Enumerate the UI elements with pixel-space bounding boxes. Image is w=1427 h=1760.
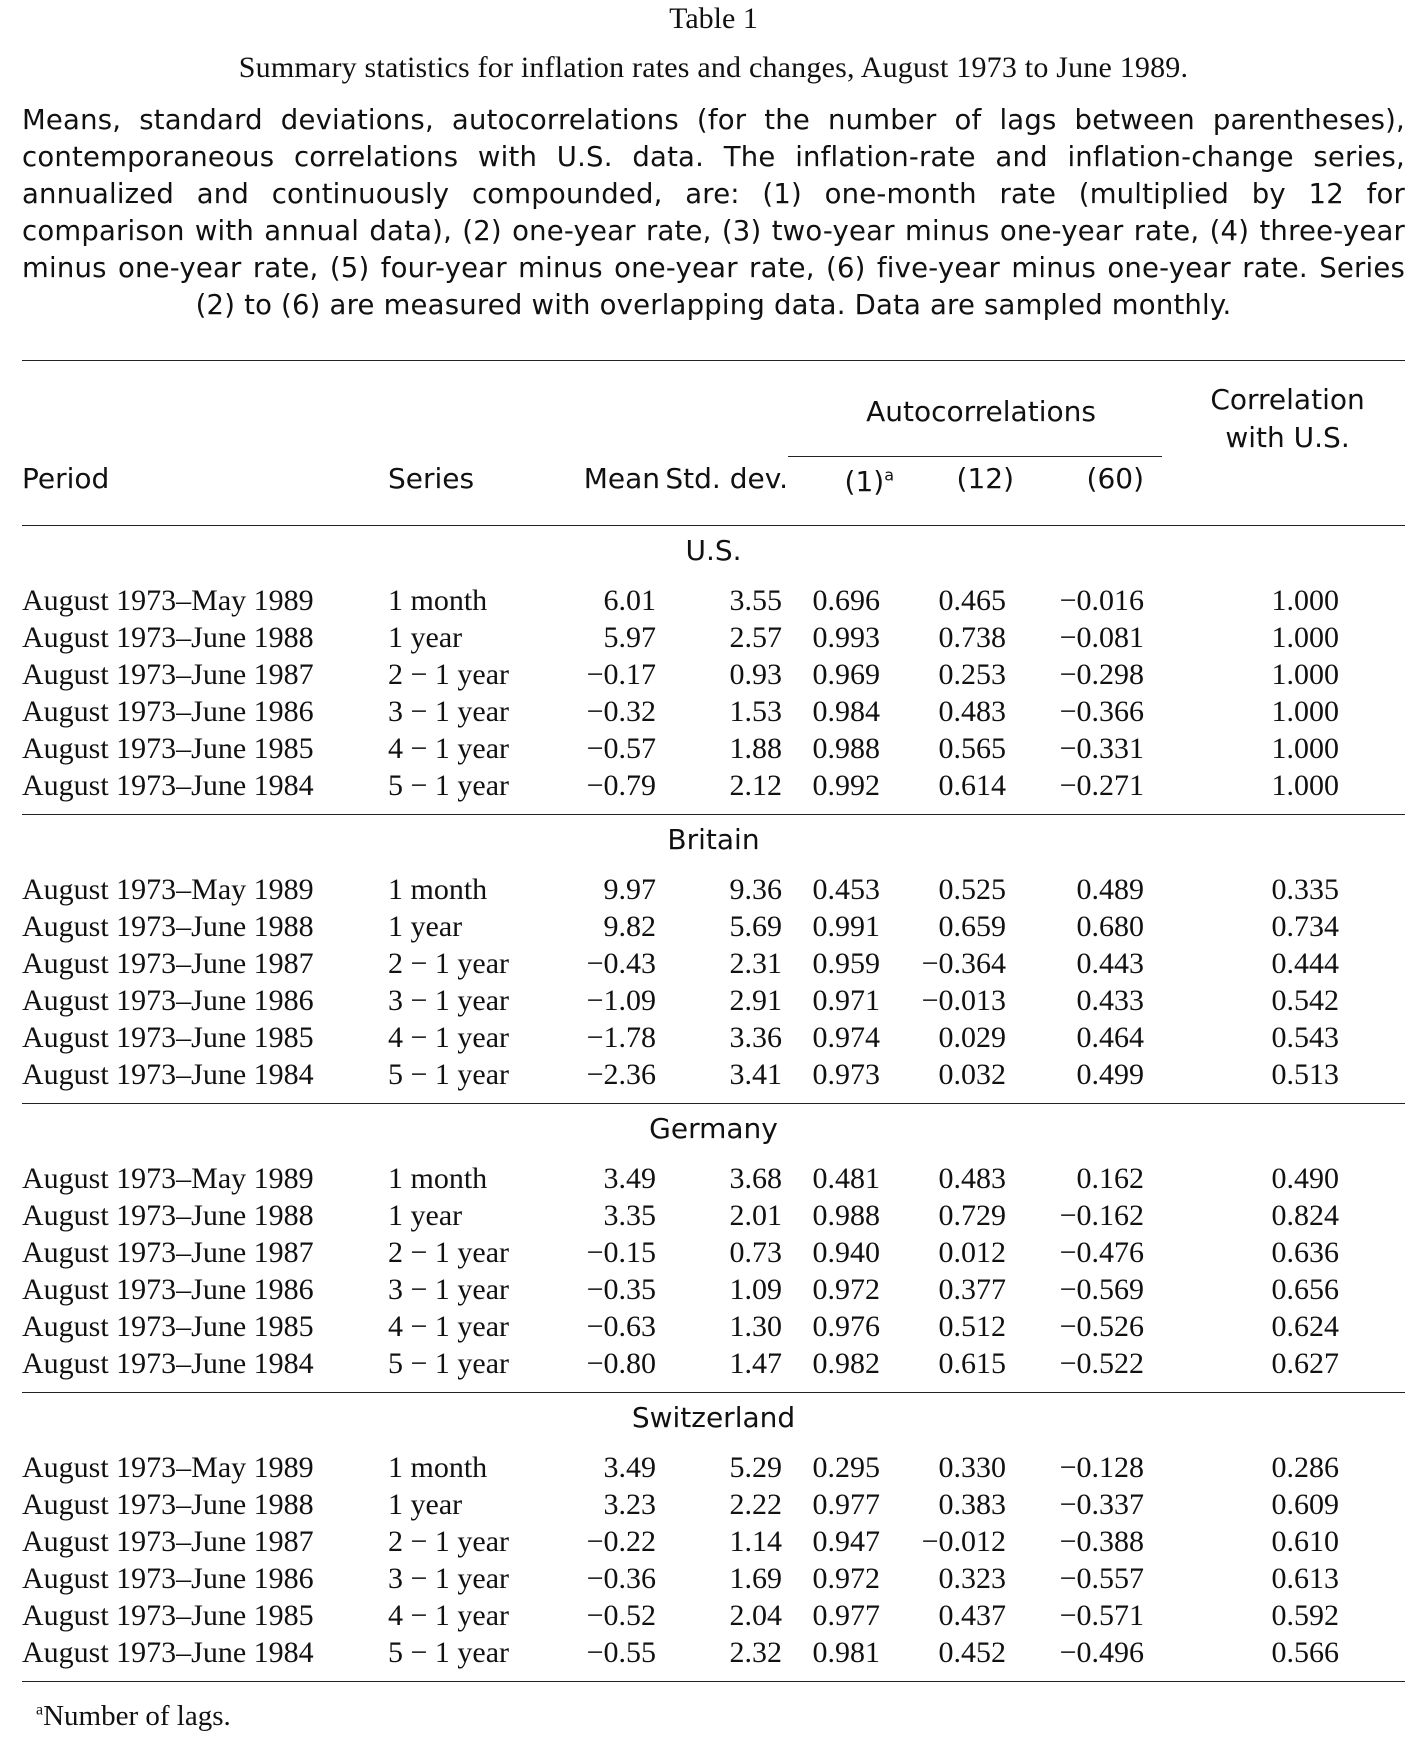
section-title: Germany [649,1112,778,1146]
series-cell: 4 − 1 year [388,1310,510,1344]
series-cell: 3 − 1 year [388,984,510,1018]
std-dev-cell: 3.68 [729,1162,782,1196]
autocorr-1-cell: 0.977 [812,1599,880,1633]
section-title: Britain [667,823,760,857]
period-cell: August 1973–June 1986 [22,695,314,729]
correlation-cell: 1.000 [1271,658,1339,692]
table-row [22,982,1405,1019]
mean-cell: 3.49 [603,1162,656,1196]
mean-cell: −0.79 [586,769,656,803]
std-dev-cell: 3.36 [729,1021,782,1055]
autocorr-1-cell: 0.959 [812,947,880,981]
autocorr-12-cell: 0.383 [938,1488,1006,1522]
mean-cell: 9.82 [603,910,656,944]
std-dev-cell: 2.22 [729,1488,782,1522]
series-cell: 1 month [388,873,488,907]
autocorr-60-cell: −0.569 [1059,1273,1144,1307]
mean-cell: 9.97 [603,873,656,907]
table-row [22,1271,1405,1308]
autocorr-60-cell: −0.016 [1059,584,1144,618]
series-cell: 5 − 1 year [388,1347,510,1381]
autocorr-1-cell: 0.295 [812,1451,880,1485]
correlation-cell: 0.624 [1271,1310,1339,1344]
table-row [22,1560,1405,1597]
lag12-header: (12) [956,462,1014,496]
std-dev-cell: 1.47 [729,1347,782,1381]
std-dev-cell: 2.01 [729,1199,782,1233]
correlation-cell: 0.286 [1271,1451,1339,1485]
std-dev-cell: 1.88 [729,732,782,766]
footnote-marker: a [36,1701,44,1719]
mean-cell: −0.17 [586,658,656,692]
correlation-cell: 0.824 [1271,1199,1339,1233]
mean-cell: −1.09 [586,984,656,1018]
section-table [22,1160,1405,1382]
autocorr-12-cell: 0.323 [938,1562,1006,1596]
header-rule [22,525,1405,526]
correlation-cell: 0.490 [1271,1162,1339,1196]
section-rule [22,1392,1405,1393]
autocorr-12-cell: 0.032 [938,1058,1006,1092]
correlation-header-line1: Correlation [1210,383,1365,416]
correlation-cell: 0.513 [1271,1058,1339,1092]
autocorr-60-cell: −0.388 [1059,1525,1144,1559]
correlation-cell: 0.592 [1271,1599,1339,1633]
autocorr-1-cell: 0.982 [812,1347,880,1381]
series-cell: 4 − 1 year [388,1599,510,1633]
table-row [22,619,1405,656]
autocorr-1-cell: 0.976 [812,1310,880,1344]
period-cell: August 1973–June 1986 [22,984,314,1018]
std-dev-cell: 5.29 [729,1451,782,1485]
bottom-rule [22,1681,1405,1682]
autocorr-60-cell: 0.162 [1076,1162,1144,1196]
section-table [22,1449,1405,1671]
autocorr-12-cell: 0.483 [938,695,1006,729]
mean-cell: −0.80 [586,1347,656,1381]
autocorr-1-cell: 0.972 [812,1562,880,1596]
table-row [22,656,1405,693]
autocorr-12-cell: 0.452 [938,1636,1006,1670]
std-dev-cell: 2.57 [729,621,782,655]
series-cell: 4 − 1 year [388,1021,510,1055]
mean-cell: −0.55 [586,1636,656,1670]
autocorr-60-cell: 0.433 [1076,984,1144,1018]
mean-cell: 3.35 [603,1199,656,1233]
period-cell: August 1973–June 1987 [22,1236,314,1270]
series-cell: 1 month [388,1451,488,1485]
autocorr-60-cell: −0.337 [1059,1488,1144,1522]
mean-cell: −0.36 [586,1562,656,1596]
autocorr-12-cell: 0.729 [938,1199,1006,1233]
correlation-cell: 0.566 [1271,1636,1339,1670]
autocorr-12-cell: 0.253 [938,658,1006,692]
mean-cell: −1.78 [586,1021,656,1055]
period-cell: August 1973–June 1985 [22,1310,314,1344]
table-row [22,1523,1405,1560]
autocorr-1-cell: 0.947 [812,1525,880,1559]
period-cell: August 1973–June 1985 [22,1599,314,1633]
autocorrelations-header: Autocorrelations [866,394,1096,428]
std-dev-cell: 2.91 [729,984,782,1018]
table-row [22,693,1405,730]
table-row [22,730,1405,767]
period-cell: August 1973–June 1987 [22,947,314,981]
autocorr-1-cell: 0.453 [812,873,880,907]
correlation-cell: 0.656 [1271,1273,1339,1307]
autocorr-60-cell: −0.557 [1059,1562,1144,1596]
footnote-mark: a [884,466,894,485]
top-rule [22,360,1405,361]
correlation-cell: 1.000 [1271,584,1339,618]
series-cell: 1 year [388,621,463,655]
autocorr-60-cell: −0.571 [1059,1599,1144,1633]
period-cell: August 1973–June 1985 [22,1021,314,1055]
autocorr-1-cell: 0.988 [812,1199,880,1233]
period-cell: August 1973–June 1988 [22,910,314,944]
autocorr-60-cell: −0.476 [1059,1236,1144,1270]
table-row [22,1634,1405,1671]
series-cell: 1 year [388,1488,463,1522]
autocorr-12-cell: −0.013 [921,984,1006,1018]
period-cell: August 1973–June 1986 [22,1562,314,1596]
table-row [22,1486,1405,1523]
lag1-header: $(1)^a$ [844,465,894,499]
table-row [22,1197,1405,1234]
autocorr-12-cell: 0.512 [938,1310,1006,1344]
period-cell: August 1973–June 1988 [22,1199,314,1233]
autocorr-12-cell: 0.330 [938,1451,1006,1485]
table-label: Table 1 [669,2,758,35]
autocorr-1-cell: 0.993 [812,621,880,655]
autocorr-1-cell: 0.973 [812,1058,880,1092]
period-cell: August 1973–June 1988 [22,621,314,655]
series-cell: 5 − 1 year [388,769,510,803]
period-cell: August 1973–June 1984 [22,1636,314,1670]
correlation-cell: 0.627 [1271,1347,1339,1381]
mean-cell: −0.35 [586,1273,656,1307]
series-cell: 1 month [388,584,488,618]
section-title: Switzerland [631,1401,796,1435]
autocorr-1-cell: 0.969 [812,658,880,692]
mean-header: Mean [583,462,660,496]
std-dev-cell: 3.41 [729,1058,782,1092]
autocorr-1-cell: 0.988 [812,732,880,766]
autocorr-60-cell: 0.499 [1076,1058,1144,1092]
autocorr-12-cell: 0.012 [938,1236,1006,1270]
correlation-cell: 0.610 [1271,1525,1339,1559]
autocorr-60-cell: −0.128 [1059,1451,1144,1485]
table-row [22,1345,1405,1382]
correlation-cell: 0.444 [1271,947,1339,981]
footnote-text: Number of lags. [43,1700,231,1733]
correlation-cell: 0.543 [1271,1021,1339,1055]
std-dev-cell: 2.31 [729,947,782,981]
period-cell: August 1973–May 1989 [22,584,314,618]
autocorr-1-cell: 0.481 [812,1162,880,1196]
autocorr-12-cell: 0.437 [938,1599,1006,1633]
autocorr-12-cell: 0.465 [938,584,1006,618]
series-cell: 2 − 1 year [388,1525,510,1559]
correlation-cell: 1.000 [1271,732,1339,766]
autocorr-12-cell: 0.377 [938,1273,1006,1307]
period-cell: August 1973–June 1986 [22,1273,314,1307]
period-cell: August 1973–June 1984 [22,769,314,803]
table-row [22,871,1405,908]
table-row [22,1308,1405,1345]
autocorr-60-cell: 0.443 [1076,947,1144,981]
table-row [22,1234,1405,1271]
mean-cell: −0.15 [586,1236,656,1270]
mean-cell: 3.23 [603,1488,656,1522]
autocorr-60-cell: −0.496 [1059,1636,1144,1670]
mean-cell: 5.97 [603,621,656,655]
autocorr-1-cell: 0.972 [812,1273,880,1307]
autocorr-12-cell: 0.525 [938,873,1006,907]
series-cell: 3 − 1 year [388,1273,510,1307]
mean-cell: −0.57 [586,732,656,766]
correlation-cell: 1.000 [1271,621,1339,655]
period-cell: August 1973–June 1985 [22,732,314,766]
std-dev-cell: 1.30 [729,1310,782,1344]
autocorr-12-cell: 0.029 [938,1021,1006,1055]
std-dev-cell: 9.36 [729,873,782,907]
series-cell: 2 − 1 year [388,658,510,692]
std-dev-cell: 0.73 [729,1236,782,1270]
autocorr-1-cell: 0.974 [812,1021,880,1055]
table-notes: Means, standard deviations, autocorrelations (for the number of lags between parentheses), contemporaneous correlations with U.S. data. The inflation-rate and inflation-change series, annualized and continuously compounded, are: (1) one-month rate (multiplied by 12 for comparison with annual data), (2) one-year rate, (3) two-year minus one-year rate, (4) three-year minus one-year rate, (5) four-year minus one-year rate, (6) five-year minus one-year rate. Series (2) to (6) are measured with overlapping data. Data are sampled monthly. [22,104,1405,321]
autocorr-1-cell: 0.696 [812,584,880,618]
footnote [22,1700,1405,1733]
std-dev-cell: 3.55 [729,584,782,618]
autocorr-60-cell: −0.162 [1059,1199,1144,1233]
mean-cell: −0.32 [586,695,656,729]
period-cell: August 1973–May 1989 [22,1162,314,1196]
autocorr-1-cell: 0.971 [812,984,880,1018]
period-header: Period [22,462,110,496]
period-cell: August 1973–June 1984 [22,1058,314,1092]
autocorr-12-cell: −0.012 [921,1525,1006,1559]
mean-cell: 3.49 [603,1451,656,1485]
mean-cell: −0.52 [586,1599,656,1633]
std-dev-cell: 1.53 [729,695,782,729]
period-cell: August 1973–June 1984 [22,1347,314,1381]
autocorr-1-cell: 0.981 [812,1636,880,1670]
correlation-header-line2: with U.S. [1225,421,1350,454]
series-cell: 3 − 1 year [388,695,510,729]
table-row [22,908,1405,945]
series-cell: 5 − 1 year [388,1636,510,1670]
correlation-cell: 0.542 [1271,984,1339,1018]
std-dev-cell: 1.09 [729,1273,782,1307]
period-cell: August 1973–May 1989 [22,873,314,907]
section-rule [22,814,1405,815]
autocorr-1-cell: 0.992 [812,769,880,803]
std-dev-cell: 1.14 [729,1525,782,1559]
series-cell: 2 − 1 year [388,1236,510,1270]
autocorr-12-cell: 0.565 [938,732,1006,766]
autocorr-60-cell: −0.331 [1059,732,1144,766]
std-dev-cell: 2.04 [729,1599,782,1633]
table-header [22,367,1405,501]
autocorr-1-cell: 0.991 [812,910,880,944]
std-dev-cell: 2.12 [729,769,782,803]
autocorr-12-cell: 0.614 [938,769,1006,803]
mean-cell: −0.63 [586,1310,656,1344]
table-row [22,945,1405,982]
period-cell: August 1973–June 1987 [22,1525,314,1559]
autocorr-60-cell: −0.522 [1059,1347,1144,1381]
table-row [22,1597,1405,1634]
table-row [22,1056,1405,1093]
mean-cell: 6.01 [603,584,656,618]
correlation-cell: 1.000 [1271,695,1339,729]
autocorr-12-cell: 0.659 [938,910,1006,944]
std-dev-cell: 2.32 [729,1636,782,1670]
autocorr-1-cell: 0.977 [812,1488,880,1522]
autocorr-60-cell: 0.464 [1076,1021,1144,1055]
autocorr-60-cell: −0.271 [1059,769,1144,803]
correlation-cell: 0.609 [1271,1488,1339,1522]
series-cell: 1 year [388,1199,463,1233]
autocorr-60-cell: 0.489 [1076,873,1144,907]
section-table [22,582,1405,804]
mean-cell: −0.43 [586,947,656,981]
autocorr-60-cell: 0.680 [1076,910,1144,944]
table-caption: Summary statistics for inflation rates and changes, August 1973 to June 1989. [238,51,1189,84]
series-cell: 5 − 1 year [388,1058,510,1092]
autocorr-12-cell: −0.364 [921,947,1006,981]
series-cell: 4 − 1 year [388,732,510,766]
correlation-cell: 0.636 [1271,1236,1339,1270]
period-cell: August 1973–June 1987 [22,658,314,692]
std-dev-cell: 1.69 [729,1562,782,1596]
table-row [22,1449,1405,1486]
correlation-cell: 1.000 [1271,769,1339,803]
series-header: Series [388,462,475,496]
autocorr-1-cell: 0.940 [812,1236,880,1270]
section-table [22,871,1405,1093]
autocorr-60-cell: −0.298 [1059,658,1144,692]
lag60-header: (60) [1086,462,1145,496]
mean-cell: −0.22 [586,1525,656,1559]
std-dev-cell: 0.93 [729,658,782,692]
table-row [22,582,1405,619]
series-cell: 2 − 1 year [388,947,510,981]
table-row [22,1160,1405,1197]
std-dev-header: Std. dev. [665,462,788,496]
table-row [22,1019,1405,1056]
autocorr-12-cell: 0.483 [938,1162,1006,1196]
autocorr-60-cell: −0.526 [1059,1310,1144,1344]
section-title: U.S. [685,534,742,568]
table-row [22,767,1405,804]
mean-cell: −2.36 [586,1058,656,1092]
std-dev-cell: 5.69 [729,910,782,944]
autocorr-60-cell: −0.081 [1059,621,1144,655]
table-body [22,532,1405,1671]
series-cell: 1 month [388,1162,488,1196]
period-cell: August 1973–June 1988 [22,1488,314,1522]
section-rule [22,1103,1405,1104]
autocorr-1-cell: 0.984 [812,695,880,729]
period-cell: August 1973–May 1989 [22,1451,314,1485]
autocorr-60-cell: −0.366 [1059,695,1144,729]
correlation-cell: 0.734 [1271,910,1339,944]
autocorr-12-cell: 0.615 [938,1347,1006,1381]
series-cell: 1 year [388,910,463,944]
autocorr-12-cell: 0.738 [938,621,1006,655]
series-cell: 3 − 1 year [388,1562,510,1596]
correlation-cell: 0.335 [1271,873,1339,907]
correlation-cell: 0.613 [1271,1562,1339,1596]
